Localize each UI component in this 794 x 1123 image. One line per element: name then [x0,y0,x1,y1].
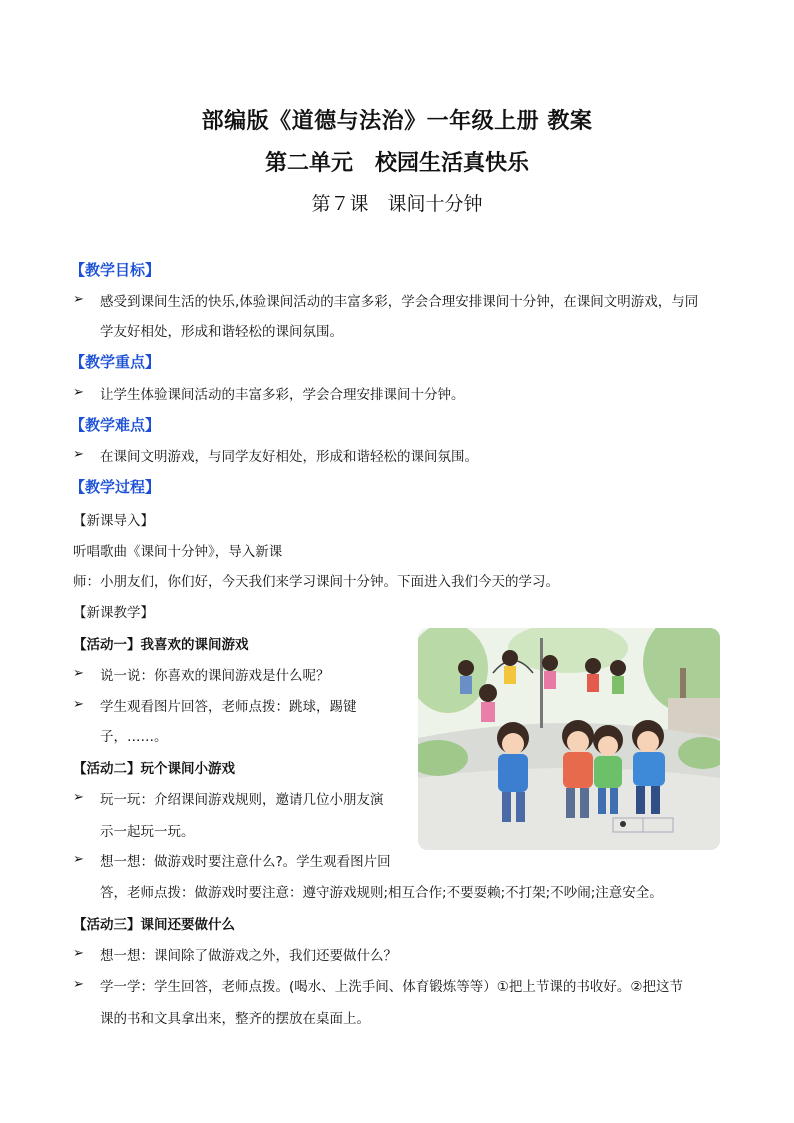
activity2-b2-1: 想一想：做游戏时要注意什么?。学生观看图片回 [100,854,391,870]
difficulty-text: 在课间文明游戏，与同学友好相处，形成和谐轻松的课间氛围。 [100,449,478,465]
section-heading-process: 【教学过程】 [70,478,161,496]
intro-line-1: 听唱歌曲《课间十分钟》，导入新课 [73,544,283,560]
activity2-label: 【活动二】玩个课间小游戏 [73,761,235,777]
illustration-svg [418,628,720,850]
intro-label: 【新课导入】 [73,513,154,529]
activity3-b1: 想一想：课间除了做游戏之外，我们还要做什么？ [100,948,397,964]
focus-text: 让学生体验课间活动的丰富多彩，学会合理安排课间十分钟。 [100,387,465,403]
children-playing-illustration [418,628,720,850]
activity2-b1-2: 示一起玩一玩。 [100,824,195,840]
page-title: 部编版《道德与法治》一年级上册 教案 [201,109,593,134]
activity3-b2-1: 学一学：学生回答，老师点拨。(喝水、上洗手间、体育锻炼等等）①把上节课的书收好。②把这节 [100,979,683,995]
activity3-b2-2: 课的书和文具拿出来，整齐的摆放在桌面上。 [100,1011,370,1027]
bullet-icon: ➢ [73,946,84,961]
bullet-icon: ➢ [73,447,84,462]
bullet-icon: ➢ [73,790,84,805]
goal-text-2: 学友好相处，形成和谐轻松的课间氛围。 [100,324,343,340]
activity2-b1-1: 玩一玩：介绍课间游戏规则，邀请几位小朋友演 [100,792,384,808]
section-heading-focus: 【教学重点】 [70,353,161,371]
unit-title: 第二单元 校园生活真快乐 [264,151,529,176]
lesson-title: 第７课 课间十分钟 [311,193,483,215]
bullet-icon: ➢ [73,385,84,400]
activity1-b2-1: 学生观看图片回答，老师点拨：跳球，踢键 [100,699,357,715]
bullet-icon: ➢ [73,977,84,992]
activity1-b2-2: 子，……。 [100,729,168,745]
teach-label: 【新课教学】 [73,605,154,621]
intro-line-2: 师：小朋友们，你们好，今天我们来学习课间十分钟。下面进入我们今天的学习。 [73,574,559,590]
section-heading-goal: 【教学目标】 [70,261,161,279]
bullet-icon: ➢ [73,292,84,307]
bullet-icon: ➢ [73,852,84,867]
activity1-label: 【活动一】我喜欢的课间游戏 [73,637,249,653]
section-heading-difficulty: 【教学难点】 [70,416,161,434]
goal-text-1: 感受到课间生活的快乐,体验课间活动的丰富多彩，学会合理安排课间十分钟，在课间文明游戏，与同 [100,294,699,310]
activity2-b2-2: 答，老师点拨：做游戏时要注意：遵守游戏规则;相互合作;不要耍赖;不打架;不吵闹;注意安全。 [100,885,663,901]
activity1-b1: 说一说：你喜欢的课间游戏是什么呢？ [100,668,330,684]
bullet-icon: ➢ [73,666,84,681]
activity3-label: 【活动三】课间还要做什么 [73,917,235,933]
bullet-icon: ➢ [73,697,84,712]
